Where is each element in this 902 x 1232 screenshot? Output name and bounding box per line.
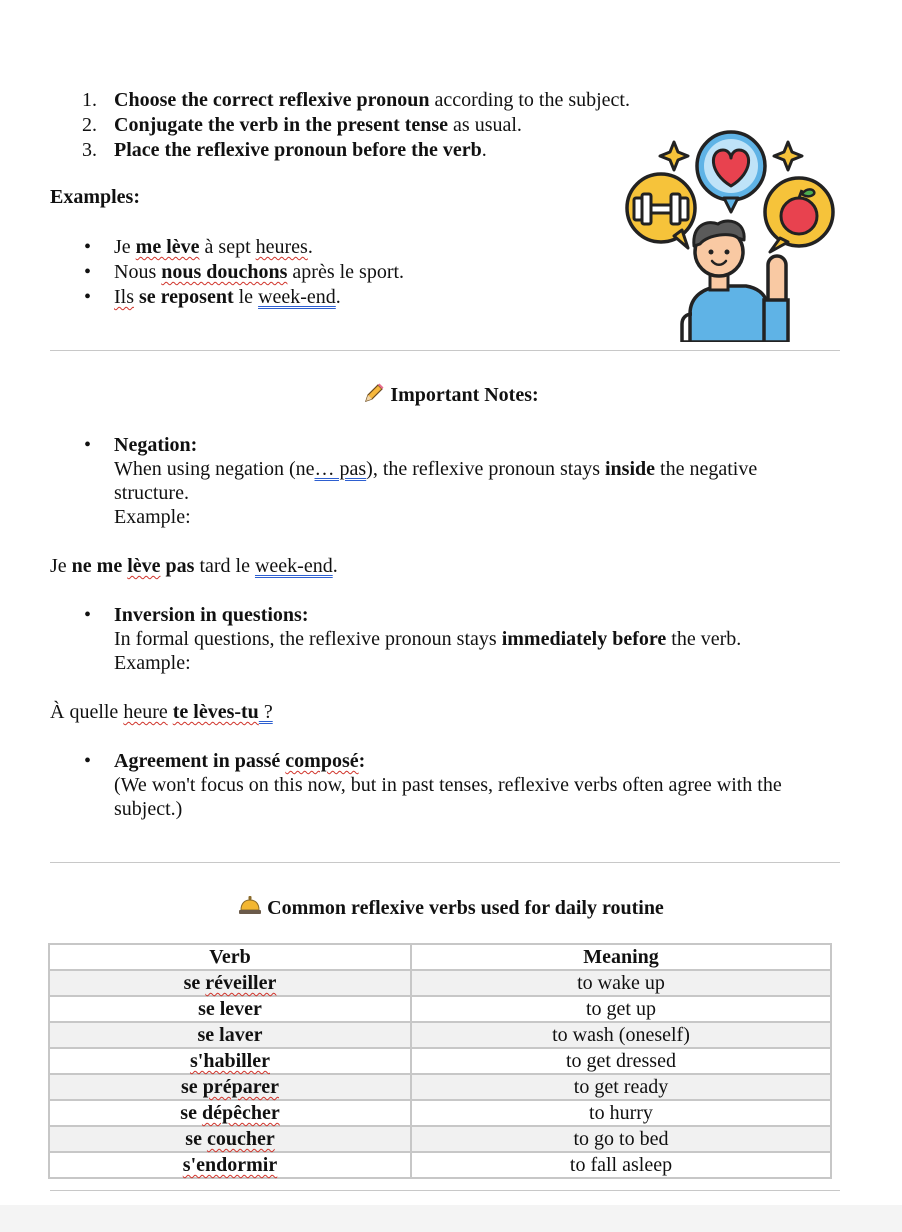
inversion-example: À quelle heure te lèves-tu ?: [50, 701, 273, 723]
negation-example: Je ne me lève pas tard le week-end.: [50, 555, 338, 577]
step-item: [82, 113, 630, 138]
step-text: as usual.: [448, 114, 522, 136]
notes-title-text: Important Notes:: [390, 384, 539, 406]
step-number: 2.: [82, 114, 97, 136]
list-item: • Je me lève à sept heures.: [84, 236, 313, 258]
table-row: se réveiller to wake up: [49, 970, 831, 996]
table-row: se laver to wash (oneself): [49, 1022, 831, 1048]
table-row: s'endormir to fall asleep: [49, 1152, 831, 1178]
step-bold: Choose the correct reflexive pronoun: [114, 89, 430, 111]
table-row: se lever to get up: [49, 996, 831, 1022]
example-verb: me lève: [135, 236, 200, 258]
table-title: [0, 894, 902, 920]
bell-icon: [238, 894, 262, 916]
steps-list: [82, 88, 630, 163]
column-header: Meaning: [411, 944, 831, 970]
table-header-row: [49, 944, 831, 970]
note-agreement: • Agreement in passé composé: (We won't focus on this now, but in past tenses, reflexive verbs often agree with the subject.): [84, 749, 834, 821]
step-bold: Place the reflexive pronoun before the verb: [114, 139, 482, 161]
table-row: se dépêcher to hurry: [49, 1100, 831, 1126]
divider: [50, 350, 840, 351]
example-label: Example:: [114, 652, 191, 674]
divider: [50, 1190, 840, 1191]
note-inversion: • Inversion in questions: In formal questions, the reflexive pronoun stays immediately before the verb. Example:: [84, 603, 834, 675]
step-item: [82, 138, 630, 163]
table-row: se préparer to get ready: [49, 1074, 831, 1100]
example-verb: nous douchons: [161, 261, 288, 283]
note-negation: • Negation: When using negation (ne… pas), the reflexive pronoun stays inside the negative structure. Example:: [84, 433, 834, 529]
column-header: Verb: [49, 944, 411, 970]
examples-list: [84, 235, 404, 310]
verbs-table: [48, 943, 832, 1179]
pencil-icon: [363, 382, 385, 404]
step-number: 3.: [82, 139, 97, 161]
table-title-text: Common reflexive verbs used for daily routine: [267, 897, 664, 919]
note-label: Negation:: [114, 434, 198, 456]
note-text: (We won't focus on this now, but in past tenses, reflexive verbs often agree with the subject.): [114, 774, 782, 820]
step-text: according to the subject.: [429, 89, 630, 111]
step-item: [82, 88, 630, 113]
healthy-routine-illustration: [612, 128, 848, 342]
step-bold: Conjugate the verb in the present tense: [114, 114, 449, 136]
step-number: 1.: [82, 89, 97, 111]
note-label: Inversion in questions:: [114, 604, 309, 626]
page-bottom-edge: [0, 1205, 902, 1232]
example-verb: se reposent: [134, 286, 234, 308]
step-text: .: [481, 139, 487, 161]
example-label: Example:: [114, 506, 191, 528]
list-item: • Ils se reposent le week-end.: [84, 286, 341, 308]
notes-title: [0, 382, 902, 407]
table-row: s'habiller to get dressed: [49, 1048, 831, 1074]
table-row: se coucher to go to bed: [49, 1126, 831, 1152]
list-item: • Nous nous douchons après le sport.: [84, 261, 405, 283]
divider: [50, 862, 840, 863]
examples-title: Examples:: [50, 186, 140, 208]
